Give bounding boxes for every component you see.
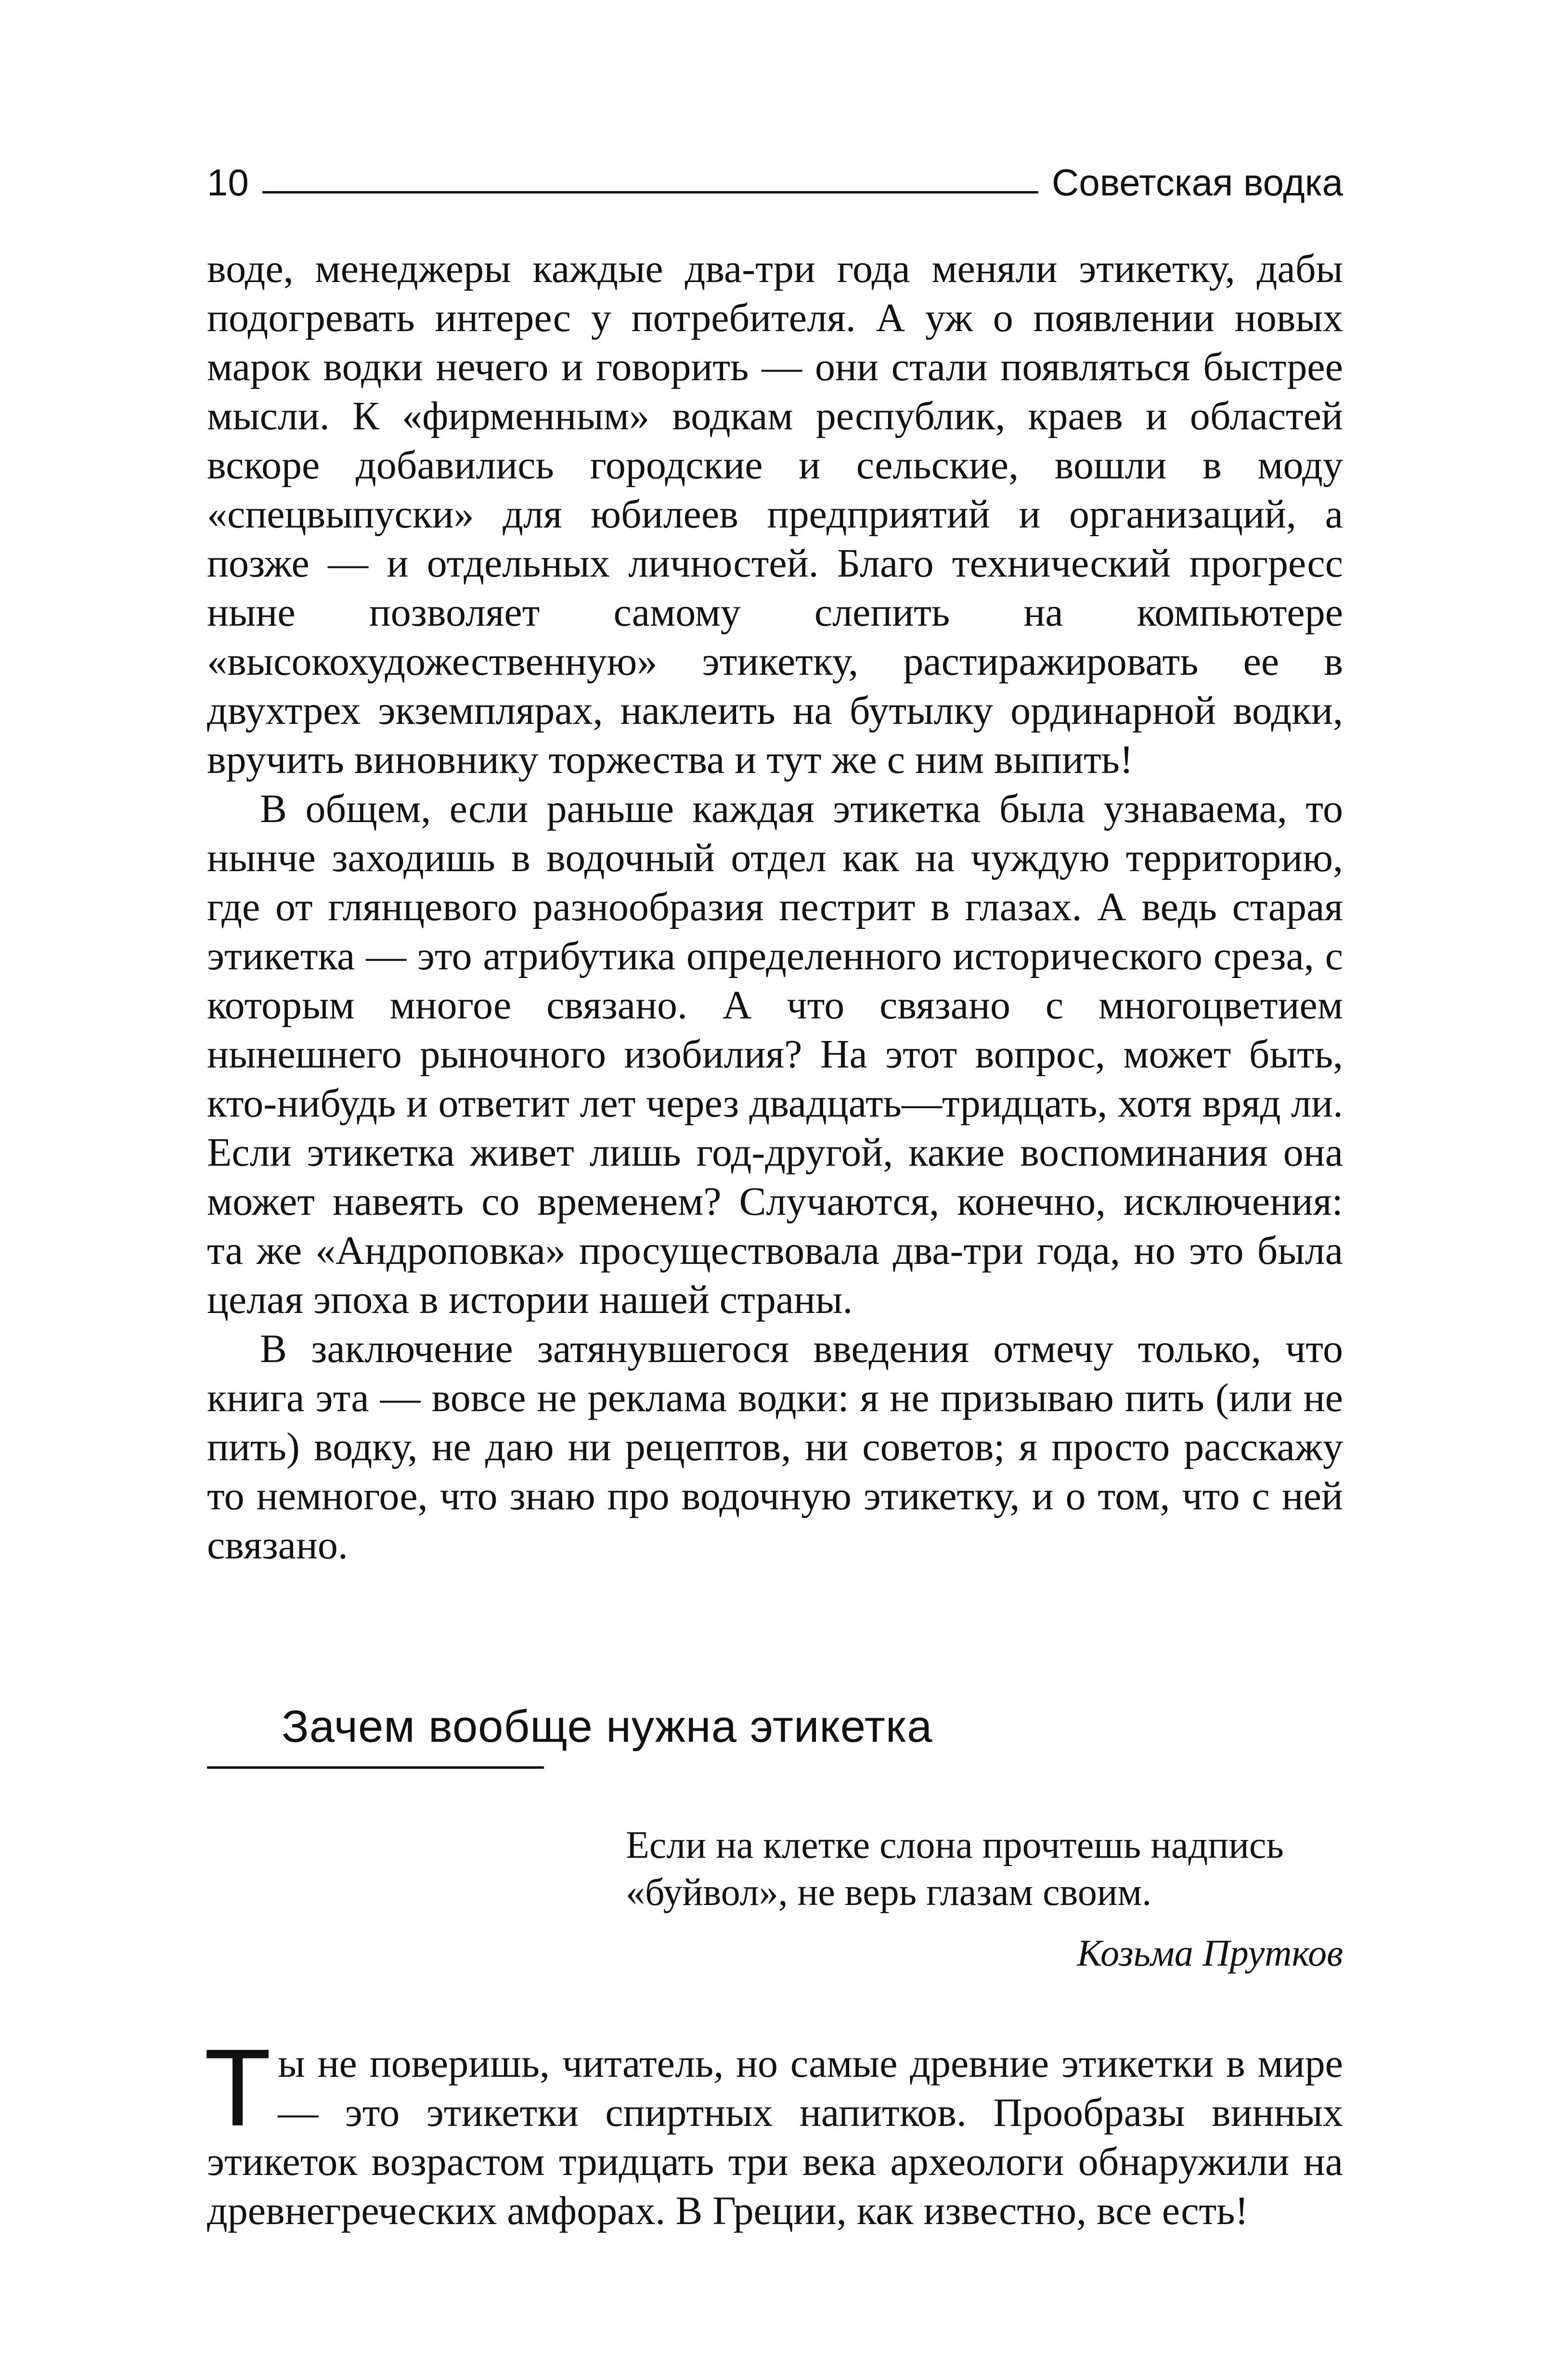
- section-rule: [207, 1766, 544, 1769]
- section-heading-block: [207, 1700, 1343, 1769]
- section-title: Зачем вообще нужна этикетка: [282, 1701, 933, 1751]
- body-text: [207, 244, 1343, 1570]
- running-head: [207, 161, 1343, 207]
- book-page: [204, 161, 1343, 2236]
- drop-cap: Т: [204, 2027, 271, 2149]
- paragraph: В общем, если раньше каждая этикетка была узнаваема, то нынче заходишь в водочный отдел как на чуждую территорию, где от глянцевого разнообразия пестрит в глазах. А ведь старая этикетка — это атрибутика определенного исторического среза, с которым многое связано. А что связано с многоцветием нынешнего рыночного изобилия? На этот вопрос, может быть, кто-нибудь и ответит лет через двадцать—тридцать, хотя вряд ли. Если этикетка живет лишь год-другой, какие воспоминания она может навеять со временем? Случаются, конечно, исключения: та же «Андроповка» просуществовала два-три года, но это была целая эпоха в истории нашей страны.: [207, 786, 1343, 1322]
- page-number: 10: [207, 161, 249, 204]
- paragraph: В заключение затянувшегося введения отмечу только, что книга эта — вовсе не реклама водки: я не призываю пить (или не пить) водку, не даю ни рецептов, ни советов; я просто расскажу то немногое, что знаю про водочную этикетку, и о том, что с ней связано.: [207, 1326, 1343, 1568]
- opening-paragraph: [204, 2027, 1343, 2236]
- paragraph-continued: воде, менеджеры каждые два-три года меняли этикетку, дабы подогревать интерес у потребителя. А уж о появлении новых марок водки нечего и говорить — они стали появляться быстрее мысли. К «фирменным» водкам республик, краев и областей вскоре добавились городские и сельские, вошли в моду «спецвыпуски» для юбилеев предприятий и организаций, а позже — и отдельных личностей. Благо технический прогресс ныне позволяет самому слепить на компьютере «высокохудожественную» этикетку, растиражировать ее в двухтрех экземплярах, наклеить на бутылку ординарной водки, вручить виновнику торжества и тут же с ним выпить!: [207, 246, 1343, 782]
- header-rule: [262, 191, 1038, 193]
- running-title: Советская водка: [1052, 161, 1343, 204]
- epigraph: [626, 1822, 1343, 1977]
- opening-text: ы не поверишь, читатель, но самые древние этикетки в мире — это этикетки спиртных напитков. Прообразы винных этикеток возрастом тридцать три века археологи обнаружили на древнегреческих амфорах. В Греции, как известно, все есть!: [207, 2041, 1343, 2233]
- epigraph-text: Если на клетке слона прочтешь надпись «буйвол», не верь глазам своим.: [626, 1824, 1284, 1914]
- epigraph-author: Козьма Прутков: [1077, 1932, 1343, 1974]
